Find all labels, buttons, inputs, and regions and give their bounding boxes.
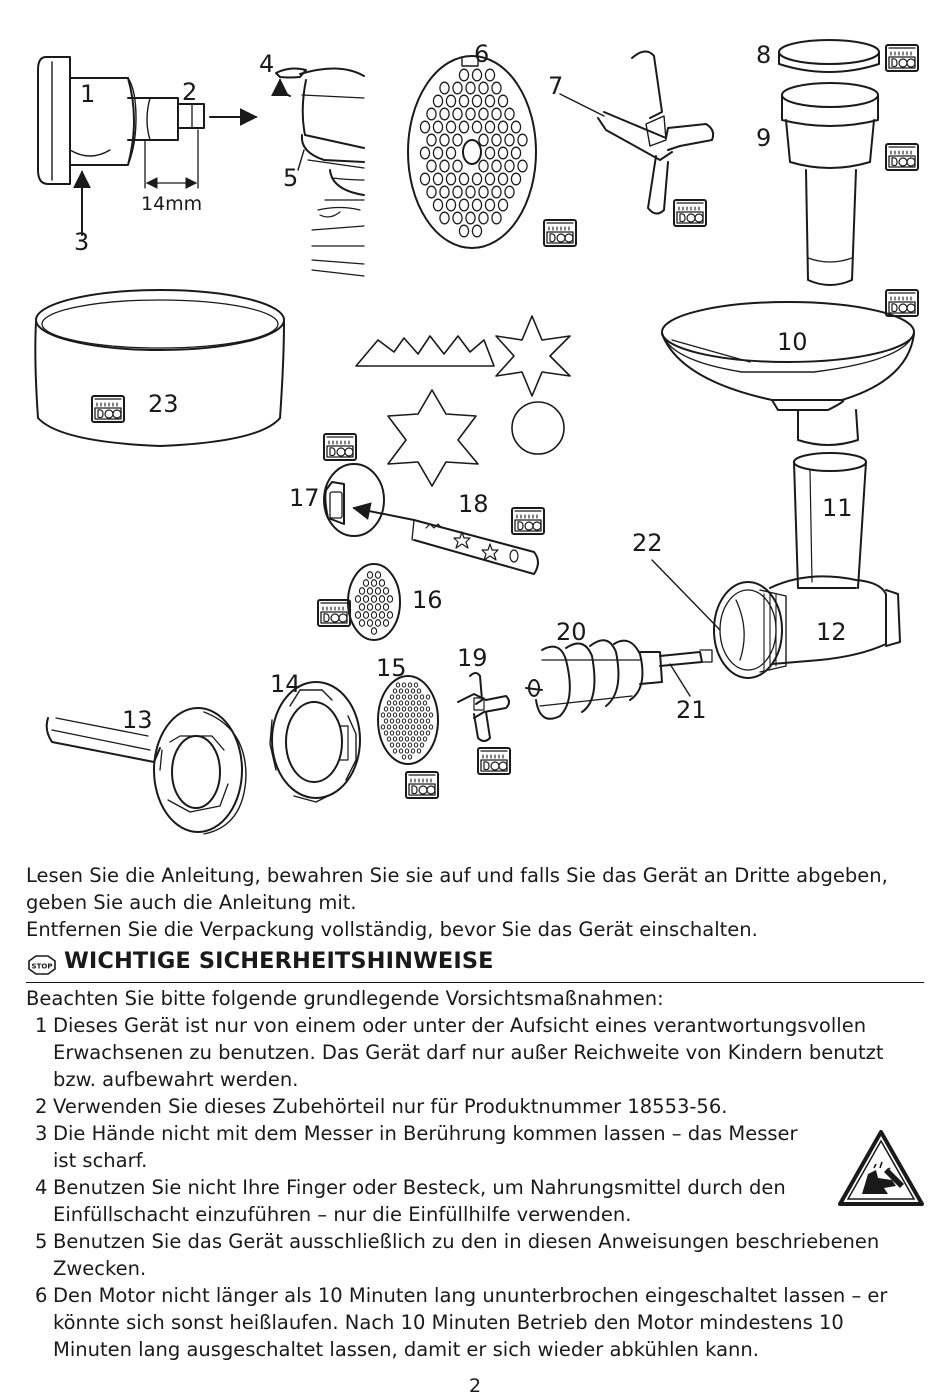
stop-icon bbox=[28, 955, 56, 975]
plate-hole bbox=[405, 713, 408, 717]
plate-hole bbox=[420, 719, 423, 723]
safety-item: 2 Verwenden Sie dieses Zubehörteil nur für Produktnummer 18553-56. bbox=[35, 1095, 728, 1118]
safety-item: 4 Benutzen Sie nicht Ihre Finger oder Besteck, um Nahrungsmittel durch den Einfüllschacht einzuführen – nur die Einfüllhilfe verwenden. bbox=[35, 1176, 786, 1226]
part-label-12: 12 bbox=[816, 618, 847, 646]
plate-hole bbox=[459, 173, 468, 185]
part-14-ring bbox=[270, 682, 360, 802]
plate-hole bbox=[405, 725, 408, 729]
plate-hole bbox=[393, 749, 396, 753]
plate-hole bbox=[387, 713, 390, 717]
plate-hole bbox=[399, 725, 402, 729]
plate-hole bbox=[472, 121, 481, 133]
plate-hole bbox=[408, 683, 411, 687]
plate-hole bbox=[371, 580, 376, 587]
plate-hole bbox=[408, 719, 411, 723]
safety-item: 1 Dieses Gerät ist nur von einem oder unter der Aufsicht eines verantwortungsvollen Erwachsenen zu benutzen. Das Gerät darf nur außer Reichweite von Kindern benutzt bzw. aufbewahrt werden. bbox=[35, 1014, 884, 1091]
plate-hole bbox=[393, 689, 396, 693]
plate-hole bbox=[446, 147, 455, 159]
part-17-biscuit-holder bbox=[324, 464, 384, 536]
plate-hole bbox=[505, 134, 514, 146]
part-label-15: 15 bbox=[376, 654, 407, 682]
plate-hole bbox=[426, 707, 429, 711]
plate-hole bbox=[363, 612, 368, 619]
plate-hole bbox=[411, 713, 414, 717]
plate-hole bbox=[387, 737, 390, 741]
part-label-3: 3 bbox=[74, 228, 90, 256]
safety-lead: Beachten Sie bitte folgende grundlegende Vorsichtsmaßnahmen: bbox=[26, 987, 664, 1010]
plate-hole bbox=[420, 707, 423, 711]
plate-hole bbox=[511, 147, 520, 159]
plate-hole bbox=[518, 160, 527, 172]
plate-hole bbox=[492, 108, 501, 120]
safety-heading-row bbox=[26, 950, 924, 983]
plate-hole bbox=[414, 743, 417, 747]
part-label-2: 2 bbox=[182, 78, 198, 106]
plate-hole bbox=[402, 755, 405, 759]
plate-hole bbox=[427, 134, 436, 146]
plate-hole bbox=[396, 719, 399, 723]
hand-blade-warning-icon bbox=[836, 1128, 926, 1208]
plate-hole bbox=[446, 121, 455, 133]
plate-hole bbox=[387, 725, 390, 729]
plate-hole bbox=[402, 719, 405, 723]
plate-hole bbox=[485, 95, 494, 107]
plate-hole bbox=[466, 212, 475, 224]
plate-hole bbox=[453, 160, 462, 172]
plate-hole bbox=[408, 695, 411, 699]
plate-hole bbox=[433, 173, 442, 185]
plate-hole bbox=[446, 173, 455, 185]
plate-hole bbox=[511, 173, 520, 185]
plate-hole bbox=[408, 755, 411, 759]
part-18-biscuit-bar bbox=[354, 508, 538, 574]
plate-hole bbox=[393, 725, 396, 729]
intro-text bbox=[26, 862, 931, 943]
plate-hole bbox=[399, 713, 402, 717]
plate-hole bbox=[433, 147, 442, 159]
plate-hole bbox=[420, 121, 429, 133]
part-label-1: 1 bbox=[80, 80, 96, 108]
plate-hole bbox=[367, 572, 372, 579]
plate-hole bbox=[427, 160, 436, 172]
plate-hole bbox=[417, 713, 420, 717]
plate-hole bbox=[472, 69, 481, 81]
safety-item: 6 Den Motor nicht länger als 10 Minuten lang ununterbrochen eingeschaltet lassen – er könnte sich sonst heißlaufen. Nach 10 Minuten Betrieb den Motor mindestens 10 Minuten lang ausgeschaltet lassen, damit er sich wieder abkühlen kann. bbox=[35, 1284, 888, 1361]
plate-hole bbox=[426, 731, 429, 735]
part-label-5: 5 bbox=[283, 164, 299, 192]
part-8-cap bbox=[779, 40, 879, 72]
plate-hole bbox=[446, 199, 455, 211]
svg-text:STOP: STOP bbox=[31, 962, 53, 971]
plate-hole bbox=[411, 737, 414, 741]
plate-hole bbox=[408, 731, 411, 735]
plate-hole bbox=[417, 749, 420, 753]
plate-hole bbox=[384, 719, 387, 723]
part-label-21: 21 bbox=[676, 696, 707, 724]
part-15-fine-plate bbox=[378, 676, 438, 764]
plate-hole bbox=[433, 95, 442, 107]
plate-hole bbox=[379, 596, 384, 603]
plate-hole bbox=[426, 695, 429, 699]
dimension-14mm: 14mm bbox=[141, 193, 203, 215]
plate-hole bbox=[433, 121, 442, 133]
plate-hole bbox=[393, 701, 396, 705]
part-label-14: 14 bbox=[270, 670, 301, 698]
plate-hole bbox=[440, 108, 449, 120]
plate-hole bbox=[453, 212, 462, 224]
plate-hole bbox=[433, 199, 442, 211]
plate-hole bbox=[498, 121, 507, 133]
plate-hole bbox=[383, 604, 388, 611]
plate-hole bbox=[375, 572, 380, 579]
plate-hole bbox=[498, 173, 507, 185]
part-6-coarse-plate bbox=[408, 56, 536, 248]
safety-item: 5 Benutzen Sie das Gerät ausschließlich zu den in diesen Anweisungen beschriebenen Zwecken. bbox=[35, 1230, 880, 1280]
plate-hole bbox=[375, 604, 380, 611]
part-10-tray bbox=[662, 302, 914, 445]
plate-hole bbox=[472, 199, 481, 211]
plate-hole bbox=[459, 225, 468, 237]
plate-hole bbox=[390, 695, 393, 699]
part-19-small-knife bbox=[458, 673, 509, 741]
plate-hole bbox=[402, 695, 405, 699]
plate-hole bbox=[511, 121, 520, 133]
intro-paragraph-1: Lesen Sie die Anleitung, bewahren Sie sie auf und falls Sie das Gerät an Dritte abgeben, geben Sie auch die Anleitung mit. bbox=[26, 864, 888, 914]
part-label-23: 23 bbox=[148, 390, 179, 418]
plate-hole bbox=[384, 707, 387, 711]
plate-hole bbox=[479, 82, 488, 94]
plate-hole bbox=[498, 95, 507, 107]
plate-hole bbox=[485, 147, 494, 159]
plate-hole bbox=[355, 596, 360, 603]
plate-hole bbox=[417, 701, 420, 705]
plate-hole bbox=[485, 121, 494, 133]
dishwasher-safe-icon bbox=[544, 220, 576, 246]
plate-hole bbox=[375, 620, 380, 627]
plate-hole bbox=[440, 186, 449, 198]
part-label-22: 22 bbox=[632, 529, 663, 557]
plate-hole bbox=[459, 69, 468, 81]
plate-hole bbox=[359, 588, 364, 595]
plate-hole bbox=[367, 620, 372, 627]
plate-hole bbox=[411, 749, 414, 753]
plate-hole bbox=[492, 82, 501, 94]
safety-list bbox=[26, 1012, 926, 1363]
plate-hole bbox=[396, 695, 399, 699]
safety-item: 3 Die Hände nicht mit dem Messer in Berührung kommen lassen – das Messer ist scharf. bbox=[35, 1122, 798, 1172]
plate-hole bbox=[472, 95, 481, 107]
plate-hole bbox=[405, 737, 408, 741]
plate-hole bbox=[390, 743, 393, 747]
plate-hole bbox=[492, 160, 501, 172]
plate-hole bbox=[390, 719, 393, 723]
part-label-10: 10 bbox=[777, 328, 808, 356]
plate-hole bbox=[359, 604, 364, 611]
plate-hole bbox=[371, 596, 376, 603]
plate-hole bbox=[429, 713, 432, 717]
part-label-18: 18 bbox=[458, 490, 489, 518]
plate-hole bbox=[387, 701, 390, 705]
part-23-cover bbox=[35, 290, 284, 446]
plate-hole bbox=[411, 689, 414, 693]
plate-hole bbox=[440, 134, 449, 146]
plate-hole bbox=[371, 628, 376, 635]
plate-hole bbox=[408, 707, 411, 711]
biscuit-shapes bbox=[356, 316, 570, 486]
plate-hole bbox=[399, 737, 402, 741]
plate-hole bbox=[414, 707, 417, 711]
plate-hole bbox=[466, 108, 475, 120]
plate-hole bbox=[459, 95, 468, 107]
plate-hole bbox=[427, 186, 436, 198]
plate-hole bbox=[402, 707, 405, 711]
plate-hole bbox=[387, 596, 392, 603]
safety-heading: WICHTIGE SICHERHEITSHINWEISE bbox=[64, 948, 494, 974]
plate-hole bbox=[402, 683, 405, 687]
plate-hole bbox=[472, 173, 481, 185]
plate-hole bbox=[355, 612, 360, 619]
part-11-12-body bbox=[652, 453, 900, 678]
part-label-19: 19 bbox=[457, 644, 488, 672]
plate-hole bbox=[402, 743, 405, 747]
plate-hole bbox=[453, 134, 462, 146]
plate-hole bbox=[387, 612, 392, 619]
plate-hole bbox=[363, 580, 368, 587]
plate-hole bbox=[381, 713, 384, 717]
plate-hole bbox=[466, 186, 475, 198]
plate-hole bbox=[399, 689, 402, 693]
page-number: 2 bbox=[468, 1375, 482, 1397]
plate-hole bbox=[367, 604, 372, 611]
plate-hole bbox=[393, 737, 396, 741]
plate-hole bbox=[479, 108, 488, 120]
plate-hole bbox=[459, 121, 468, 133]
plate-hole bbox=[383, 588, 388, 595]
plate-hole bbox=[420, 695, 423, 699]
plate-hole bbox=[453, 108, 462, 120]
plate-hole bbox=[485, 199, 494, 211]
part-label-20: 20 bbox=[556, 618, 587, 646]
plate-hole bbox=[453, 82, 462, 94]
plate-hole bbox=[383, 620, 388, 627]
plate-hole bbox=[399, 749, 402, 753]
plate-hole bbox=[420, 731, 423, 735]
plate-hole bbox=[390, 707, 393, 711]
part-label-6: 6 bbox=[474, 40, 490, 68]
plate-hole bbox=[423, 701, 426, 705]
plate-hole bbox=[498, 147, 507, 159]
plate-hole bbox=[390, 731, 393, 735]
plate-hole bbox=[453, 186, 462, 198]
part-label-11: 11 bbox=[822, 494, 853, 522]
plate-hole bbox=[375, 588, 380, 595]
part-16-plate bbox=[348, 564, 400, 640]
plate-hole bbox=[371, 612, 376, 619]
part-label-4: 4 bbox=[259, 50, 275, 78]
plate-hole bbox=[379, 612, 384, 619]
plate-hole bbox=[426, 719, 429, 723]
part-label-17: 17 bbox=[289, 484, 320, 512]
plate-hole bbox=[396, 683, 399, 687]
plate-hole bbox=[459, 199, 468, 211]
plate-hole bbox=[402, 731, 405, 735]
plate-hole bbox=[417, 725, 420, 729]
plate-hole bbox=[414, 683, 417, 687]
plate-hole bbox=[420, 173, 429, 185]
plate-hole bbox=[411, 701, 414, 705]
plate-hole bbox=[505, 160, 514, 172]
plate-hole bbox=[396, 707, 399, 711]
plate-hole bbox=[423, 713, 426, 717]
plate-hole bbox=[420, 743, 423, 747]
plate-hole bbox=[492, 186, 501, 198]
plate-hole bbox=[405, 749, 408, 753]
plate-hole bbox=[405, 701, 408, 705]
plate-hole bbox=[359, 620, 364, 627]
plate-hole bbox=[399, 701, 402, 705]
plate-hole bbox=[405, 689, 408, 693]
plate-hole bbox=[367, 588, 372, 595]
part-label-7: 7 bbox=[548, 72, 564, 100]
plate-hole bbox=[396, 743, 399, 747]
plate-hole bbox=[363, 596, 368, 603]
plate-hole bbox=[423, 737, 426, 741]
part-label-9: 9 bbox=[756, 124, 772, 152]
plate-hole bbox=[440, 160, 449, 172]
plate-hole bbox=[485, 69, 494, 81]
plate-hole bbox=[417, 689, 420, 693]
plate-hole bbox=[381, 725, 384, 729]
plate-hole bbox=[518, 134, 527, 146]
plate-hole bbox=[414, 719, 417, 723]
plate-hole bbox=[505, 108, 514, 120]
plate-hole bbox=[417, 737, 420, 741]
part-label-16: 16 bbox=[412, 586, 443, 614]
plate-hole bbox=[429, 725, 432, 729]
plate-hole bbox=[498, 199, 507, 211]
plate-hole bbox=[492, 212, 501, 224]
plate-hole bbox=[446, 95, 455, 107]
plate-hole bbox=[423, 725, 426, 729]
plate-hole bbox=[396, 731, 399, 735]
plate-hole bbox=[479, 134, 488, 146]
plate-hole bbox=[505, 186, 514, 198]
plate-hole bbox=[479, 212, 488, 224]
part-label-13: 13 bbox=[122, 706, 153, 734]
plate-hole bbox=[440, 212, 449, 224]
plate-hole bbox=[472, 225, 481, 237]
plate-hole bbox=[479, 160, 488, 172]
plate-hole bbox=[466, 82, 475, 94]
plate-hole bbox=[414, 695, 417, 699]
plate-hole bbox=[485, 173, 494, 185]
part-7-knife bbox=[560, 51, 713, 213]
plate-hole bbox=[492, 134, 501, 146]
plate-hole bbox=[384, 731, 387, 735]
part-9-tube bbox=[782, 83, 878, 285]
plate-hole bbox=[393, 713, 396, 717]
plate-hole bbox=[479, 186, 488, 198]
part-label-8: 8 bbox=[756, 41, 772, 69]
plate-hole bbox=[427, 108, 436, 120]
intro-paragraph-2: Entfernen Sie die Verpackung vollständig, bevor Sie das Gerät einschalten. bbox=[26, 918, 758, 941]
plate-hole bbox=[408, 743, 411, 747]
plate-hole bbox=[440, 82, 449, 94]
plate-hole bbox=[379, 580, 384, 587]
plate-hole bbox=[414, 731, 417, 735]
plate-hole bbox=[411, 725, 414, 729]
plate-hole bbox=[420, 147, 429, 159]
